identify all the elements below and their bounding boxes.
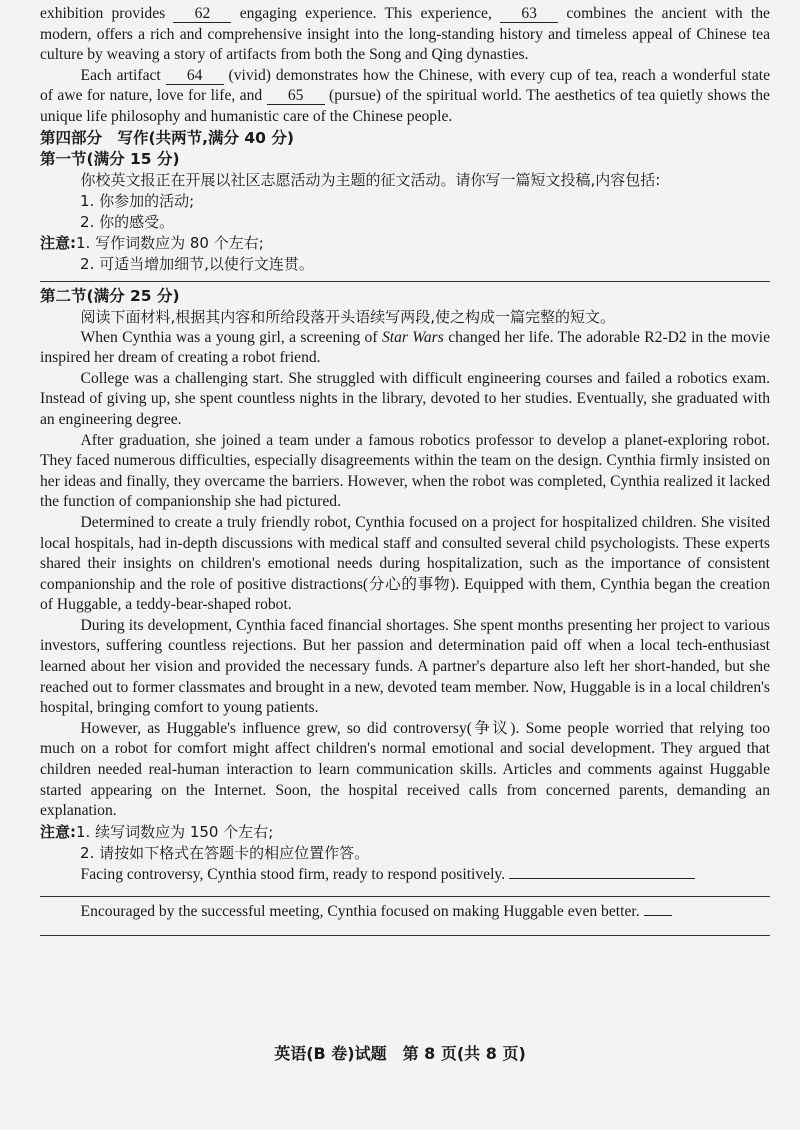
writing-line <box>40 281 770 282</box>
section2-note: 注意:1. 续写词数应为 150 个左右; <box>40 822 274 841</box>
story-paragraph: However, as Huggable's influence grew, so did controversy(争议). Some people worried that relying too much on a robot for comfort might affect children's normal emotional and social development. They argued that children needed real-human interaction to learn communication skills. Articles and comments against Huggable started appearing on the Internet. Soon, the hospital received calls from concerned parents, demanding an explanation. <box>40 719 770 820</box>
part4-title: 第四部分 写作(共两节,满分 40 分) <box>40 128 294 147</box>
section2-note: 2. 请按如下格式在答题卡的相应位置作答。 <box>80 843 370 862</box>
answer-blank-63: 63 <box>500 6 558 23</box>
section1-item: 2. 你的感受。 <box>80 212 175 231</box>
continuation-start-1: Facing controversy, Cynthia stood firm, ready to respond positively. <box>40 864 770 886</box>
section2-prompt: 阅读下面材料,根据其内容和所给段落开头语续写两段,使之构成一篇完整的短文。 <box>80 307 616 326</box>
page-content <box>40 4 770 940</box>
answer-blank-65: 65 <box>267 88 325 105</box>
story-paragraph: After graduation, she joined a team under a famous robotics professor to develop a planet-exploring robot. They faced numerous difficulties, especially disagreements within the team on the design. Cynthia firmly insisted on her ideas and finally, they overcame the barriers. However, when the robot was completed, Cynthia realized it lacked the function of companionship she had pictured. <box>40 431 770 511</box>
answer-blank-64: 64 <box>166 68 224 85</box>
story-paragraph: Determined to create a truly friendly robot, Cynthia focused on a project for hospitalized children. She visited local hospitals, had in-depth discussions with medical staff and consulted several child psychologists. These experts shared their insights on children's emotional needs during hospitalization, such as the importance of consistent companionship and the role of positive distractions(分心的事物). Equipped with them, Cynthia began the creation of Huggable, a teddy-bear-shaped robot. <box>40 513 770 614</box>
reading-paragraph: Each artifact 64 (vivid) demonstrates how the Chinese, with every cup of tea, reach a wonderful state of awe for nature, love for life, and 65 (pursue) of the spiritual world. The aesthetics of tea quietly shows the unique life philosophy and humanistic care of the Chinese people. <box>40 66 771 125</box>
reading-paragraph: exhibition provides 62 engaging experience. This experience, 63 combines the ancient with the modern, offers a rich and comprehensive insight into the long-standing history and timeless appeal of Chinese tea culture by weaving a story of artifacts from both the Song and Qing dynasties. <box>40 5 770 64</box>
page-footer: 英语(B 卷)试题 第 8 页(共 8 页) <box>274 1044 526 1063</box>
answer-blank-62: 62 <box>173 6 231 23</box>
writing-line <box>40 896 770 897</box>
writing-line <box>40 935 770 936</box>
section1-prompt: 你校英文报正在开展以社区志愿活动为主题的征文活动。请你写一篇短文投稿,内容包括: <box>80 170 661 189</box>
section1-title: 第一节(满分 15 分) <box>40 149 180 168</box>
section2-title: 第二节(满分 25 分) <box>40 286 180 305</box>
continuation-start-2: Encouraged by the successful meeting, Cynthia focused on making Huggable even better. <box>40 901 770 923</box>
section1-item: 1. 你参加的活动; <box>80 191 195 210</box>
story-paragraph: College was a challenging start. She struggled with difficult engineering courses and failed a robotics exam. Instead of giving up, she spent countless nights in the library, devoted to her studies. Eventually, she graduated with an engineering degree. <box>40 369 770 428</box>
section1-note: 2. 可适当增加细节,以使行文连贯。 <box>80 254 314 273</box>
section1-note: 注意:1. 写作词数应为 80 个左右; <box>40 233 264 252</box>
story-paragraph: When Cynthia was a young girl, a screening of Star Wars changed her life. The adorable R2-D2 in the movie inspired her dream of creating a robot friend. <box>40 328 771 367</box>
story-paragraph: During its development, Cynthia faced financial shortages. She spent months presenting her project to various investors, suffering countless rejections. But her passion and determination paid off when a local tech-enthusiast learned about her vision and provided the necessary funds. A partner's departure also left her short-handed, but she reached out to former classmates and brought in a new, devoted team member. Now, Huggable is in a local children's hospital, bringing comfort to young patients. <box>40 616 770 717</box>
